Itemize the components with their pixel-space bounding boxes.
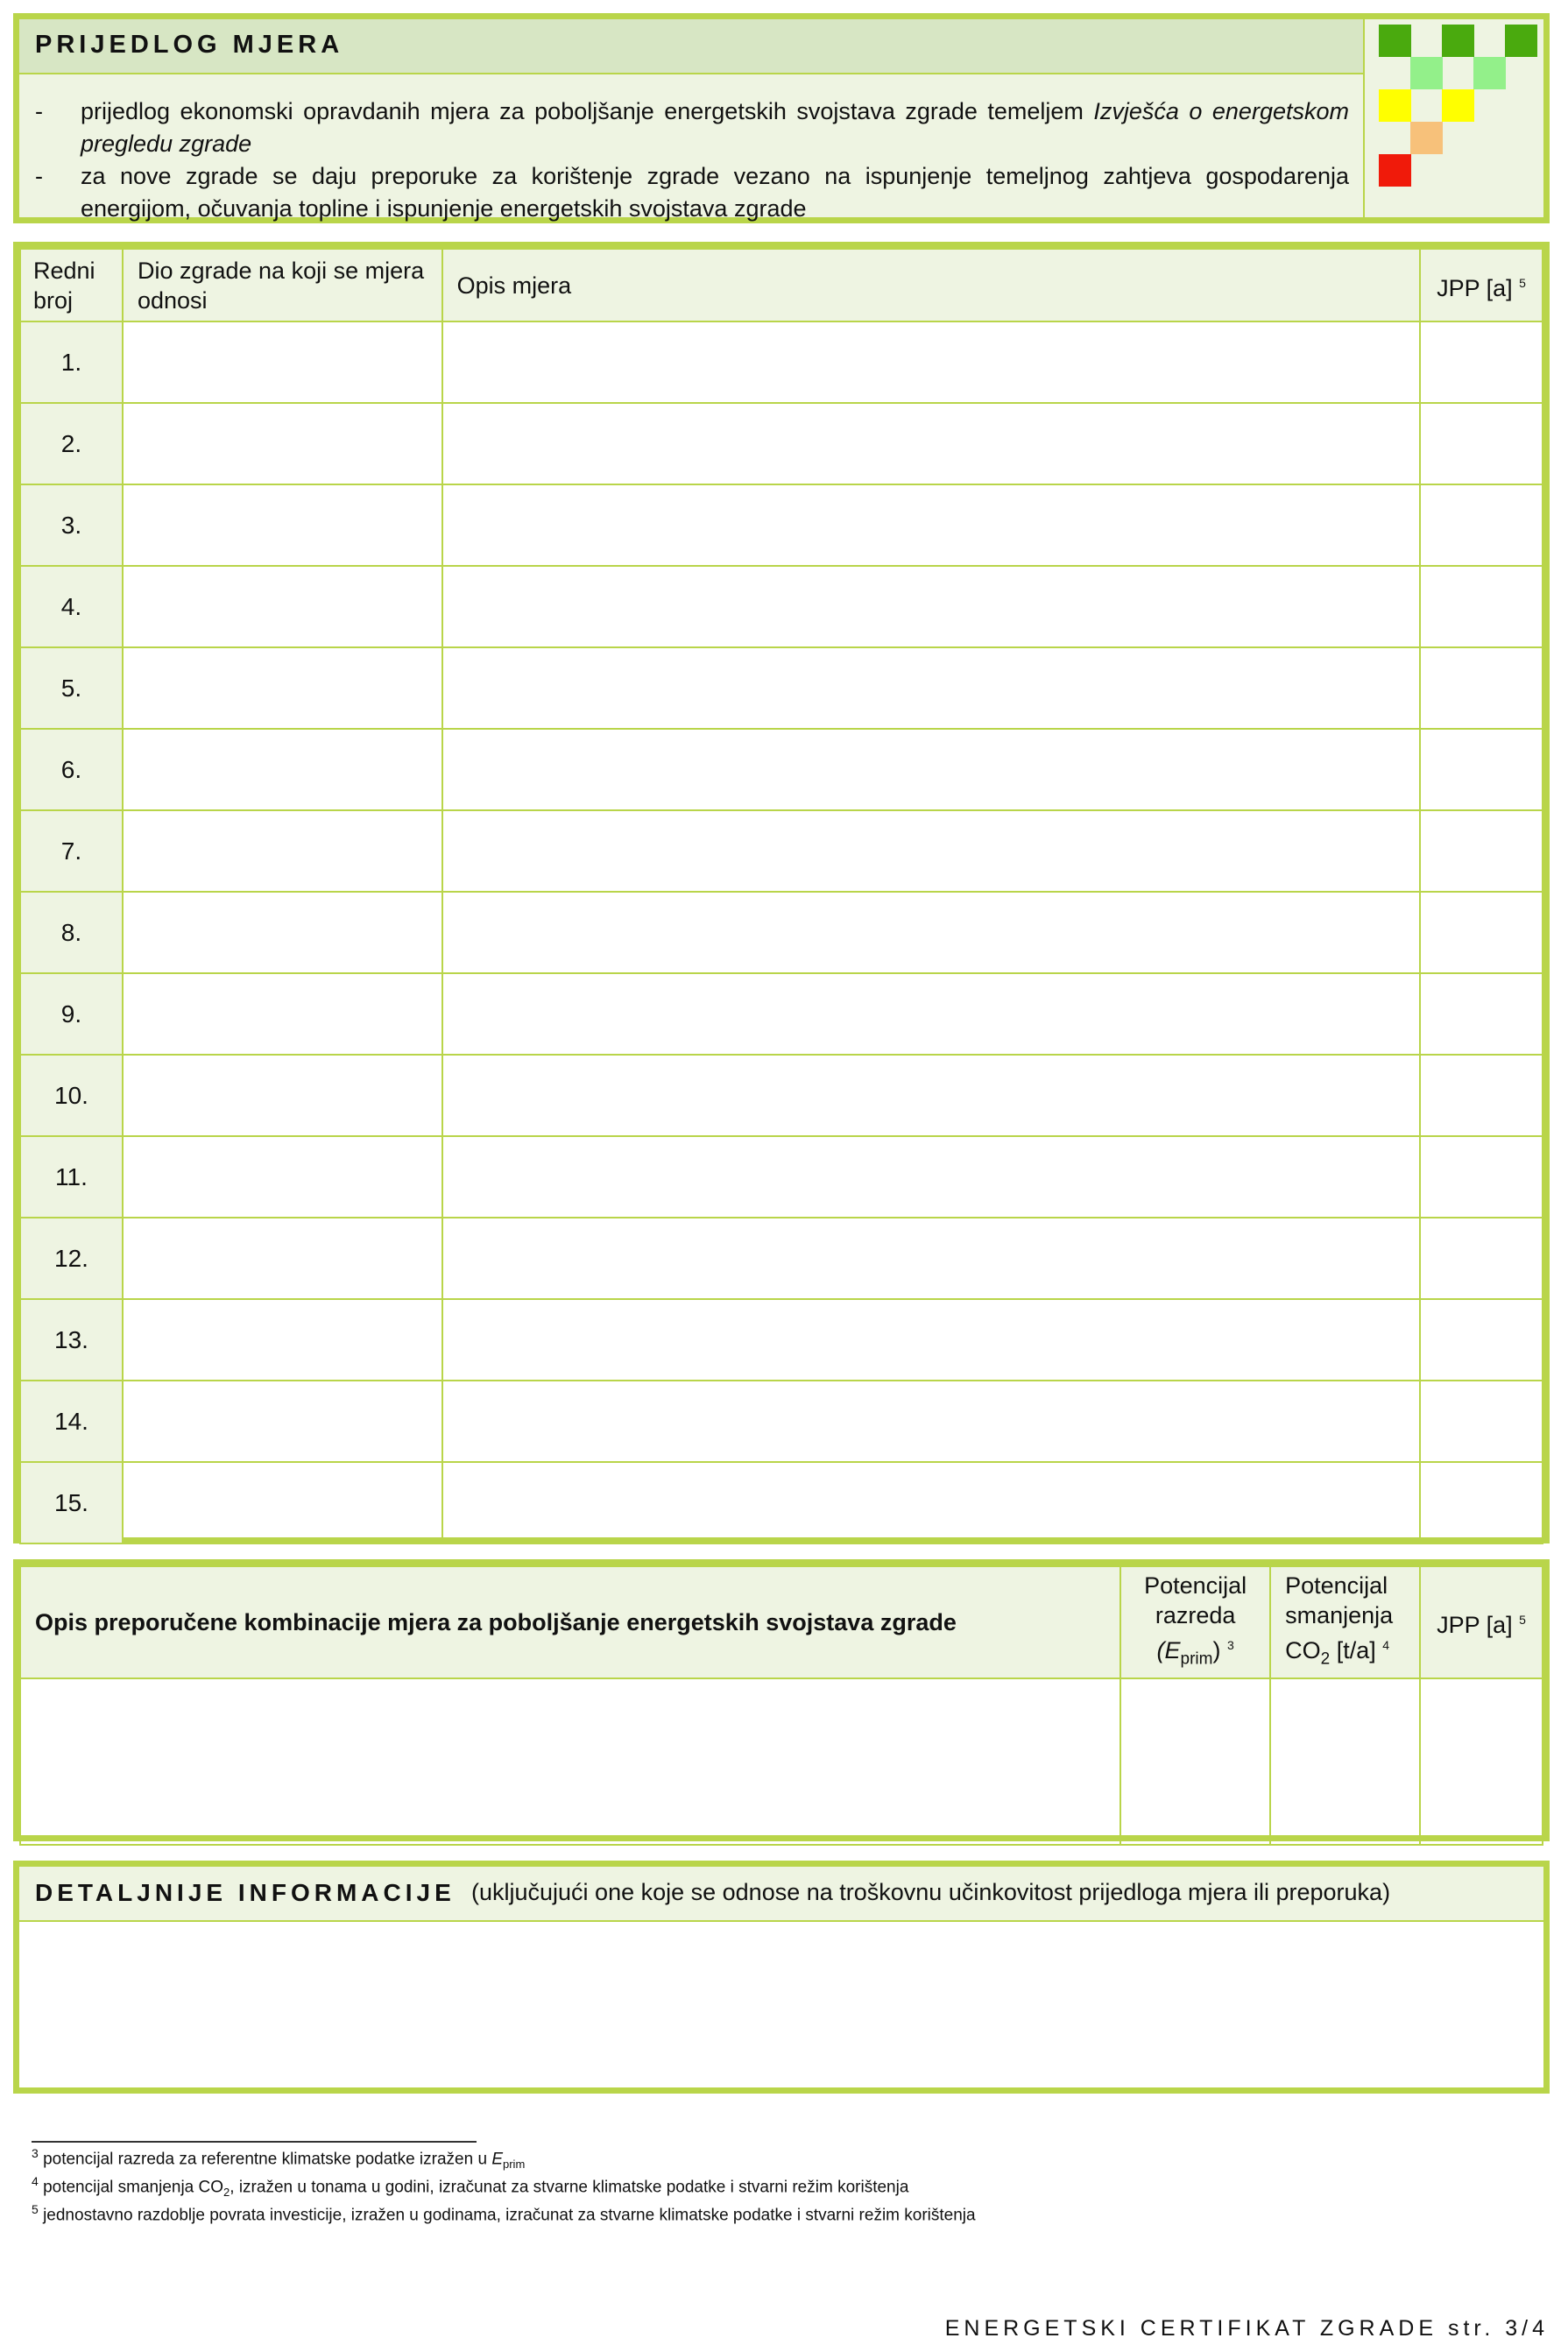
bullet-dash: -: [35, 163, 43, 189]
opis-mjera-cell[interactable]: [442, 566, 1420, 647]
combination-potencijal-razreda-cell[interactable]: [1120, 1678, 1270, 1845]
table-row: [20, 321, 1543, 403]
row-number: 13.: [20, 1299, 123, 1381]
pot-smanj-2: 2: [1320, 1649, 1331, 1669]
jpp-cell[interactable]: [1420, 973, 1543, 1055]
pot-razreda-paren: ): [1212, 1637, 1221, 1663]
opis-mjera-cell[interactable]: [442, 1381, 1420, 1462]
opis-mjera-cell[interactable]: [442, 484, 1420, 566]
row-number: 10.: [20, 1055, 123, 1136]
dio-zgrade-cell[interactable]: [123, 810, 442, 892]
opis-mjera-cell[interactable]: [442, 647, 1420, 729]
footnote-3-text: potencijal razreda za referentne klimatske podatke izražen u: [43, 2150, 492, 2169]
combination-table: [19, 1565, 1543, 1846]
table-row: [20, 973, 1543, 1055]
bullet-text: [81, 95, 1349, 160]
dio-zgrade-cell[interactable]: [123, 892, 442, 973]
row-number: 7.: [20, 810, 123, 892]
pot-razreda-line2: razreda: [1155, 1602, 1236, 1628]
dio-zgrade-cell[interactable]: [123, 1299, 442, 1381]
opis-mjera-cell[interactable]: [442, 1299, 1420, 1381]
pot-razreda-footnote-ref: 3: [1226, 1638, 1234, 1652]
measures-header-row: [20, 249, 1543, 321]
row-number: 1.: [20, 321, 123, 403]
combination-description-cell[interactable]: [20, 1678, 1120, 1845]
jpp-cell[interactable]: [1420, 1055, 1543, 1136]
footnote-3-sub: prim: [503, 2158, 526, 2172]
proposal-title: PRIJEDLOG MJERA: [35, 31, 344, 59]
bullet1-italic: Izvješća o energetskom pregledu zgrade: [81, 98, 1349, 157]
table-row: [20, 1462, 1543, 1543]
opis-mjera-cell[interactable]: [442, 973, 1420, 1055]
opis-mjera-cell[interactable]: [442, 321, 1420, 403]
pot-smanj-footnote-ref: 4: [1382, 1638, 1390, 1652]
footnote-5: [32, 2202, 976, 2225]
jpp-footnote-ref: 5: [1519, 275, 1526, 290]
dio-zgrade-cell[interactable]: [123, 973, 442, 1055]
table-row: [20, 729, 1543, 810]
jpp-cell[interactable]: [1420, 1136, 1543, 1218]
jpp-cell[interactable]: [1420, 1462, 1543, 1543]
details-title-bar: [19, 1867, 1543, 1922]
logo-square-light-green: [1473, 57, 1506, 89]
row-number: 5.: [20, 647, 123, 729]
footnote-4-sub: 2: [223, 2186, 230, 2200]
table-row: [20, 1381, 1543, 1462]
jpp-cell[interactable]: [1420, 321, 1543, 403]
header-redni-broj: Redni broj: [20, 249, 123, 321]
table-row: [20, 484, 1543, 566]
proposal-body: [19, 74, 1363, 222]
table-row: [20, 1218, 1543, 1299]
opis-mjera-cell[interactable]: [442, 1136, 1420, 1218]
pot-razreda-line3: [1127, 1630, 1264, 1674]
dio-zgrade-cell[interactable]: [123, 729, 442, 810]
jpp-cell[interactable]: [1420, 566, 1543, 647]
footnote-5-text: jednostavno razdoblje povrata investicije, izražen u godinama, izračunat za stvarne klimatske podatke i stvarni režim korištenja: [43, 2206, 976, 2225]
combination-header-jpp: [1420, 1566, 1543, 1678]
page-footer: ENERGETSKI CERTIFIKAT ZGRADE str. 3/4: [944, 2316, 1549, 2341]
measures-table: [19, 248, 1543, 1544]
footnote-3-e: E: [491, 2150, 503, 2169]
footnote-4-num: 4: [32, 2174, 39, 2188]
row-number: 4.: [20, 566, 123, 647]
logo-square-dark-green: [1442, 25, 1474, 57]
logo-square-orange: [1410, 122, 1443, 154]
row-number: 6.: [20, 729, 123, 810]
jpp-cell[interactable]: [1420, 647, 1543, 729]
header-dio-zgrade: Dio zgrade na koji se mjera odnosi: [123, 249, 442, 321]
row-number: 15.: [20, 1462, 123, 1543]
pot-smanj-line2: smanjenja: [1285, 1602, 1394, 1628]
pot-smanj-unit: [t/a]: [1330, 1637, 1376, 1663]
details-title: DETALJNIJE INFORMACIJE: [35, 1879, 456, 1906]
measures-table-section: [13, 242, 1550, 1543]
opis-mjera-cell[interactable]: [442, 729, 1420, 810]
opis-mjera-cell[interactable]: [442, 1218, 1420, 1299]
footnote-4-text-a: potencijal smanjenja CO: [43, 2178, 224, 2197]
energy-class-logo: [1363, 19, 1543, 217]
table-row: [20, 403, 1543, 484]
dio-zgrade-cell[interactable]: [123, 321, 442, 403]
pot-razreda-prim: prim: [1180, 1649, 1213, 1669]
dio-zgrade-cell[interactable]: [123, 1381, 442, 1462]
logo-square-dark-green: [1379, 25, 1411, 57]
combination-jpp-cell[interactable]: [1420, 1678, 1543, 1845]
jpp-cell[interactable]: [1420, 810, 1543, 892]
footnote-3-num: 3: [32, 2146, 39, 2160]
table-row: [20, 647, 1543, 729]
details-subtitle: (uključujući one koje se odnose na troškovnu učinkovitost prijedloga mjera ili preporuka): [471, 1879, 1391, 1905]
opis-mjera-cell[interactable]: [442, 1462, 1420, 1543]
jpp-cell[interactable]: [1420, 892, 1543, 973]
table-row: [20, 1055, 1543, 1136]
footnote-3: [32, 2146, 525, 2171]
dio-zgrade-cell[interactable]: [123, 484, 442, 566]
row-number: 12.: [20, 1218, 123, 1299]
header-potencijal-smanjenja: [1270, 1566, 1420, 1678]
row-number: 9.: [20, 973, 123, 1055]
combination-jpp-label: JPP [a]: [1437, 1612, 1513, 1639]
opis-mjera-cell[interactable]: [442, 892, 1420, 973]
footnote-4-text-b: , izražen u tonama u godini, izračunat za stvarne klimatske podatke i stvarni režim korištenja: [230, 2178, 909, 2197]
table-row: [20, 892, 1543, 973]
header-potencijal-razreda: [1120, 1566, 1270, 1678]
table-row: [20, 1299, 1543, 1381]
jpp-cell[interactable]: [1420, 1218, 1543, 1299]
footnote-5-num: 5: [32, 2202, 39, 2216]
opis-mjera-cell[interactable]: [442, 810, 1420, 892]
bullet-dash: -: [35, 98, 43, 124]
combination-section: [13, 1559, 1550, 1841]
jpp-cell[interactable]: [1420, 403, 1543, 484]
logo-square-dark-green: [1505, 25, 1537, 57]
jpp-cell[interactable]: [1420, 729, 1543, 810]
bullet2-text: za nove zgrade se daju preporuke za korištenje zgrade vezano na ispunjenje temeljnog zahtjeva gospodarenja energijom, očuvanja topline i ispunjenje energetskih svojstava zgrade: [81, 163, 1349, 222]
table-row: [20, 566, 1543, 647]
dio-zgrade-cell[interactable]: [123, 1462, 442, 1543]
table-row: [20, 810, 1543, 892]
bullet1-plain: prijedlog ekonomski opravdanih mjera za poboljšanje energetskih svojstava zgrade temeljem: [81, 98, 1094, 124]
pot-razreda-e: (E: [1156, 1637, 1181, 1663]
row-number: 8.: [20, 892, 123, 973]
footnote-4: [32, 2174, 908, 2199]
jpp-label: JPP [a]: [1437, 274, 1513, 301]
pot-razreda-line1: Potencijal: [1144, 1572, 1247, 1599]
logo-square-light-green: [1410, 57, 1443, 89]
pot-smanj-co: CO: [1285, 1637, 1321, 1663]
jpp-cell[interactable]: [1420, 484, 1543, 566]
dio-zgrade-cell[interactable]: [123, 1055, 442, 1136]
combination-potencijal-smanjenja-cell[interactable]: [1270, 1678, 1420, 1845]
logo-square-yellow: [1379, 89, 1411, 122]
footnote-separator: [32, 2141, 477, 2143]
combination-jpp-footnote-ref: 5: [1519, 1613, 1526, 1628]
measures-rows: [20, 321, 1543, 1543]
dio-zgrade-cell[interactable]: [123, 1136, 442, 1218]
row-number: 3.: [20, 484, 123, 566]
dio-zgrade-cell[interactable]: [123, 403, 442, 484]
table-row: [20, 1136, 1543, 1218]
row-number: 11.: [20, 1136, 123, 1218]
dio-zgrade-cell[interactable]: [123, 1218, 442, 1299]
combination-title: Opis preporučene kombinacije mjera za poboljšanje energetskih svojstava zgrade: [20, 1566, 1120, 1678]
details-section: [13, 1861, 1550, 2094]
dio-zgrade-cell[interactable]: [123, 566, 442, 647]
logo-square-yellow: [1442, 89, 1474, 122]
opis-mjera-cell[interactable]: [442, 403, 1420, 484]
header-opis-mjera: Opis mjera: [442, 249, 1420, 321]
dio-zgrade-cell[interactable]: [123, 647, 442, 729]
logo-square-red: [1379, 154, 1411, 187]
proposal-section: [13, 13, 1550, 223]
opis-mjera-cell[interactable]: [442, 1055, 1420, 1136]
combination-entry-row: [20, 1678, 1543, 1845]
jpp-cell[interactable]: [1420, 1381, 1543, 1462]
row-number: 2.: [20, 403, 123, 484]
combination-header-row: [20, 1566, 1543, 1678]
jpp-cell[interactable]: [1420, 1299, 1543, 1381]
proposal-title-bar: [19, 19, 1363, 74]
pot-smanj-line3: [1285, 1630, 1405, 1674]
pot-smanj-line1: Potencijal: [1285, 1572, 1388, 1599]
header-jpp: [1420, 249, 1543, 321]
row-number: 14.: [20, 1381, 123, 1462]
details-entry-area[interactable]: [19, 1922, 1543, 2087]
